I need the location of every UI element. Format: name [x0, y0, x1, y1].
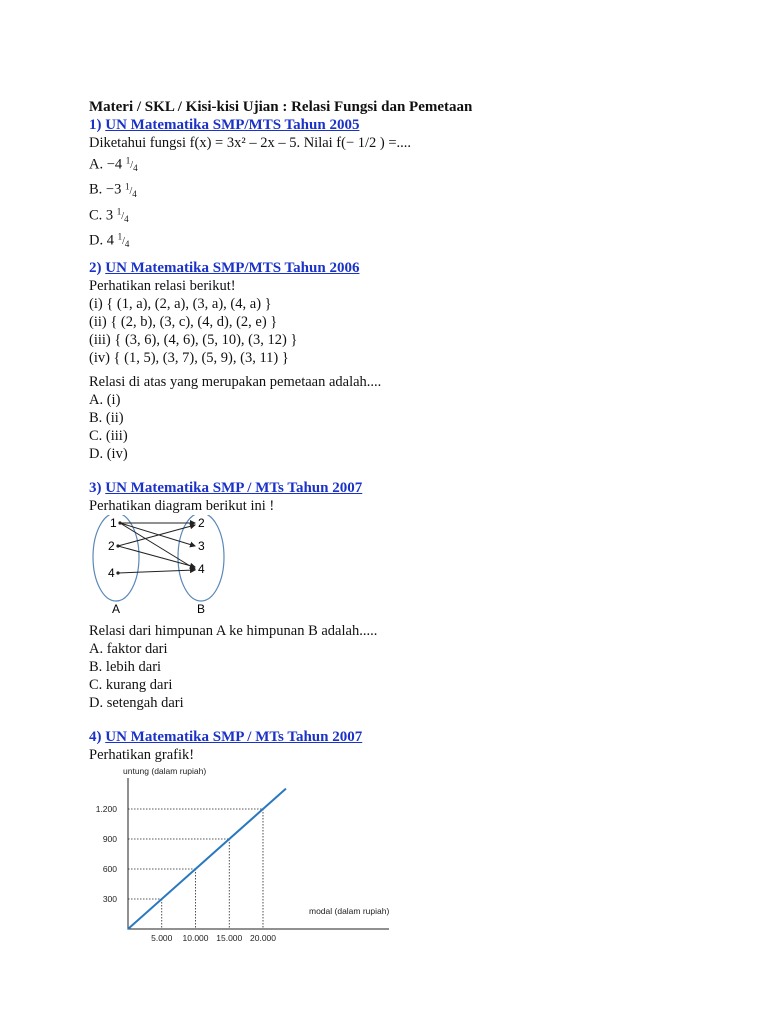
set-b-element-3: 3 [198, 539, 205, 554]
fraction-denominator: 4 [132, 188, 137, 199]
arrow-2-to-4 [118, 546, 195, 567]
y-tick-label: 900 [102, 834, 117, 845]
x-tick-label: 20.000 [250, 933, 276, 944]
q1-option-b [89, 177, 729, 202]
q1-heading-link[interactable]: UN Matematika SMP/MTS Tahun 2005 [105, 117, 360, 133]
option-whole: −4 [106, 156, 123, 173]
y-axis-label: untung (dalam rupiah) [123, 766, 207, 777]
set-b-label: B [197, 602, 206, 617]
option-label: D. [89, 232, 104, 249]
q1-options [89, 152, 729, 253]
option-whole: 4 [106, 232, 114, 249]
set-b-element-4: 4 [198, 562, 205, 577]
arrow-4-to-4 [118, 570, 195, 573]
option-fraction: $^1/_4$ [116, 206, 129, 224]
q2-option-b: B. (ii) [89, 410, 124, 427]
q3-option-a: A. faktor dari [89, 641, 168, 658]
series-point [228, 839, 230, 841]
q1-question: Diketahui fungsi f(x) = 3x² – 2x – 5. Nilai f(− 1/2 ) =.... [89, 135, 412, 151]
q2-relation-iv: (iv) { (1, 5), (3, 7), (5, 9), (3, 11) } [89, 350, 289, 367]
y-tick-label: 600 [102, 864, 117, 875]
q3-number: 3) [89, 480, 102, 497]
option-fraction: $^1/_4$ [124, 181, 137, 199]
fraction-numerator: 1 [116, 206, 122, 217]
option-fraction: $^1/_4$ [125, 156, 138, 174]
q1-number: 1) [89, 117, 102, 133]
q3-option-c: C. kurang dari [89, 677, 173, 694]
fraction-numerator: 1 [124, 181, 130, 192]
y-tick-label: 300 [102, 894, 117, 905]
set-b-element-2: 2 [198, 516, 205, 531]
q2-relation-iii: (iii) { (3, 6), (4, 6), (5, 10), (3, 12) } [89, 332, 298, 349]
option-whole: 3 [105, 206, 114, 223]
q2-intro: Perhatikan relasi berikut! [89, 278, 236, 295]
arrow-1-to-4 [120, 523, 195, 569]
fraction-denominator: 4 [124, 239, 130, 250]
q1-option-c [89, 203, 729, 228]
fraction-numerator: 1 [125, 156, 131, 166]
series-point [161, 899, 163, 901]
q2-heading-link[interactable]: UN Matematika SMP/MTS Tahun 2006 [105, 260, 360, 277]
q2-option-c: C. (iii) [89, 428, 128, 445]
option-label: A. [89, 156, 104, 173]
series-line [128, 789, 286, 929]
q2-question: Relasi di atas yang merupakan pemetaan adalah.... [89, 374, 382, 391]
x-axis-label: modal (dalam rupiah) [309, 906, 390, 917]
fraction-denominator: 4 [133, 163, 138, 174]
page-title: Materi / SKL / Kisi-kisi Ujian : Relasi Fungsi dan Pemetaan [89, 99, 473, 115]
q1-option-d [89, 228, 729, 253]
q3-intro: Perhatikan diagram berikut ini ! [89, 498, 275, 515]
fraction-denominator: 4 [124, 213, 129, 224]
series-point [262, 809, 264, 811]
q3-heading [89, 479, 729, 497]
q4-intro: Perhatikan grafik! [89, 747, 195, 764]
option-whole: −3 [105, 181, 122, 198]
y-tick-label: 1.200 [95, 804, 117, 815]
q4-heading [89, 728, 729, 746]
q1-heading [89, 116, 729, 134]
set-a-label: A [112, 602, 121, 617]
profit-chart [89, 764, 729, 959]
x-tick-label: 10.000 [182, 933, 209, 944]
option-label: B. [89, 181, 103, 198]
q2-heading [89, 259, 729, 277]
x-tick-label: 15.000 [216, 933, 243, 944]
q3-option-b: B. lebih dari [89, 659, 162, 676]
arrow-diagram-svg [89, 515, 239, 617]
q2-relation-i: (i) { (1, a), (2, a), (3, a), (4, a) } [89, 296, 272, 313]
set-a-element-4: 4 [108, 566, 115, 581]
series-point [127, 929, 129, 931]
set-a-element-1: 1 [110, 516, 117, 531]
q1-option-a [89, 152, 729, 177]
x-tick-label: 5.000 [151, 933, 173, 944]
set-a-element-2: 2 [108, 539, 115, 554]
arrow-diagram [89, 515, 729, 622]
q2-option-d: D. (iv) [89, 446, 128, 463]
q2-relation-ii: (ii) { (2, b), (3, c), (4, d), (2, e) } [89, 314, 278, 331]
option-label: C. [89, 206, 103, 223]
q2-option-a: A. (i) [89, 392, 121, 409]
q3-option-d: D. setengah dari [89, 695, 184, 712]
q3-heading-link[interactable]: UN Matematika SMP / MTs Tahun 2007 [105, 480, 363, 497]
q4-number: 4) [89, 729, 102, 746]
option-fraction: $^1/_4$ [117, 231, 130, 250]
fraction-numerator: 1 [117, 231, 123, 242]
document-page [89, 98, 729, 959]
q2-number: 2) [89, 260, 102, 277]
q4-heading-link[interactable]: UN Matematika SMP / MTs Tahun 2007 [105, 729, 363, 746]
profit-chart-svg [89, 764, 409, 954]
series-point [195, 869, 197, 871]
q3-question: Relasi dari himpunan A ke himpunan B adalah..... [89, 623, 378, 640]
